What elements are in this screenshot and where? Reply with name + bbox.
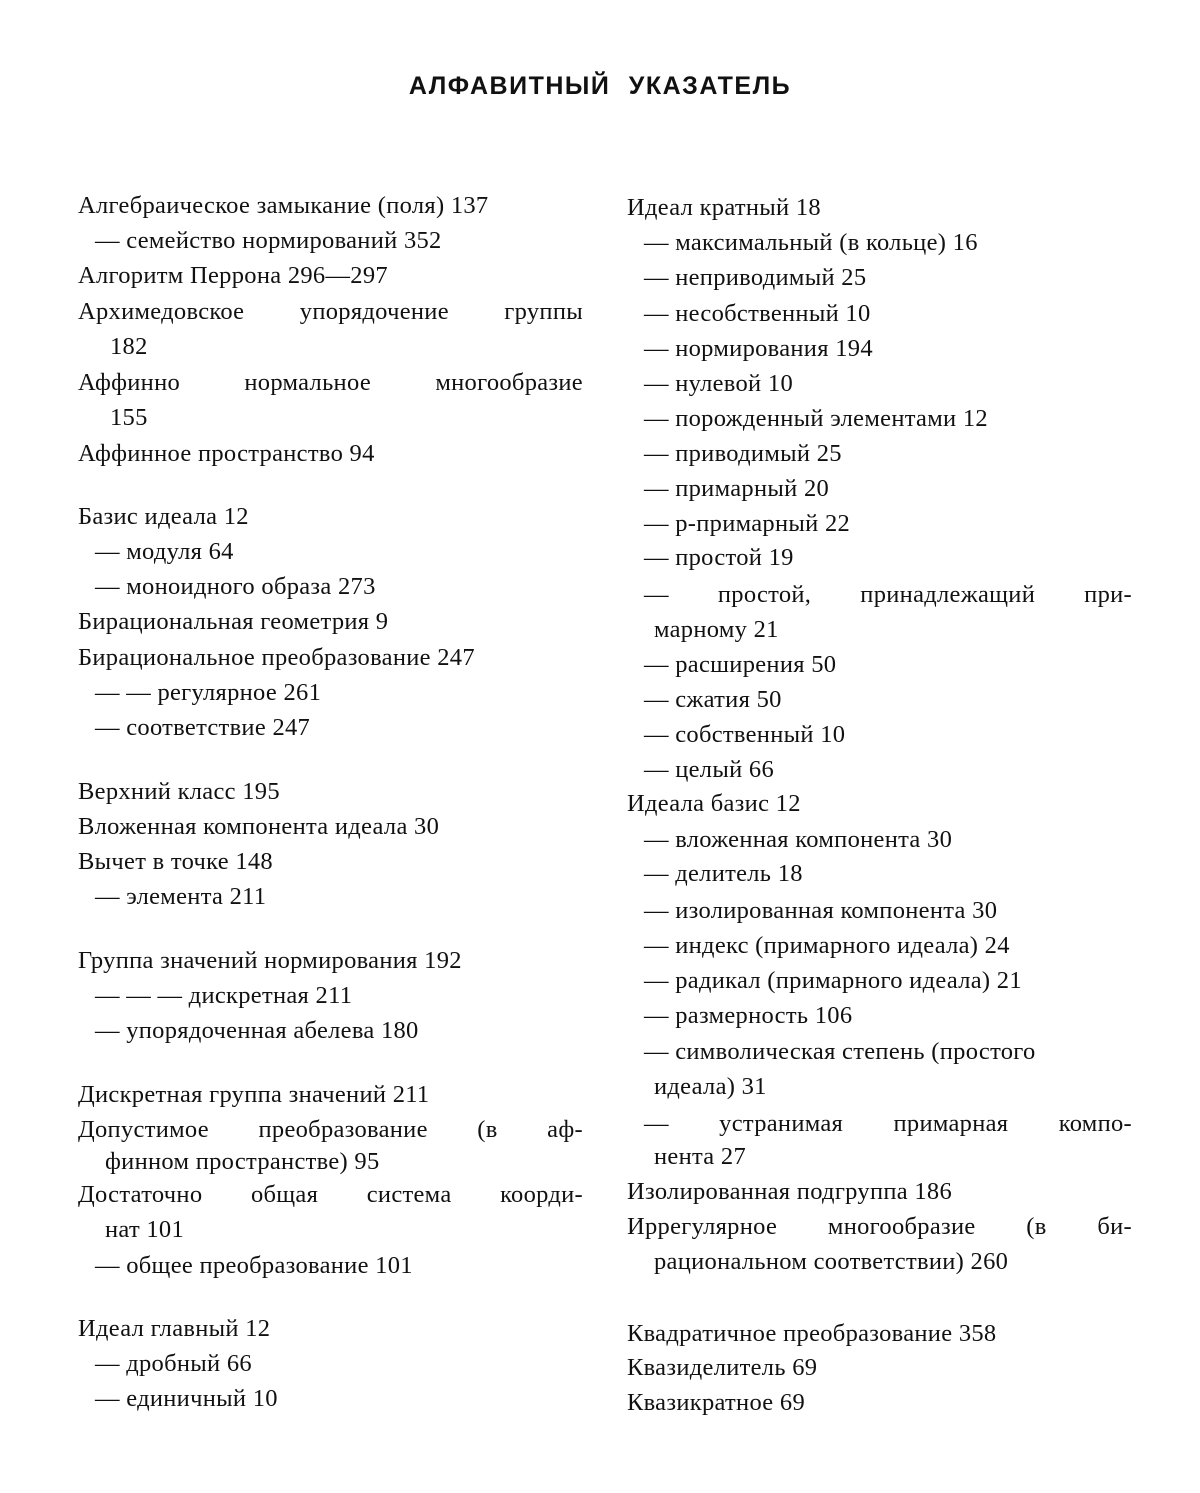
index-subentry: — нулевой 10 bbox=[644, 370, 793, 397]
index-entry: Идеал кратный 18 bbox=[627, 194, 821, 221]
index-entry: Изолированная подгруппа 186 bbox=[627, 1178, 953, 1205]
index-entry: Алгебраическое замыкание (поля) 137 bbox=[78, 192, 489, 219]
index-entry: Идеала базис 12 bbox=[627, 790, 801, 817]
index-entry-continuation: 182 bbox=[110, 333, 148, 360]
index-subentry: — радикал (примарного идеала) 21 bbox=[644, 967, 1022, 994]
index-entry: Дискретная группа значений 211 bbox=[78, 1081, 430, 1108]
index-entry: Архимедовское упорядочение группы bbox=[78, 298, 583, 325]
index-entry: Квадратичное преобразование 358 bbox=[627, 1320, 997, 1347]
index-entry-continuation: идеала) 31 bbox=[654, 1073, 767, 1100]
index-subentry: — изолированная компонента 30 bbox=[644, 897, 998, 924]
index-subentry: — простой, принадлежащий при- bbox=[644, 581, 1132, 608]
index-entry: Аффинное пространство 94 bbox=[78, 440, 375, 467]
index-subentry: — приводимый 25 bbox=[644, 440, 842, 467]
index-subentry: — примарный 20 bbox=[644, 475, 830, 502]
index-subentry: — порожденный элементами 12 bbox=[644, 405, 988, 432]
index-subentry: — несобственный 10 bbox=[644, 300, 871, 327]
index-subentry: — целый 66 bbox=[644, 756, 775, 783]
index-entry: Вложенная компонента идеала 30 bbox=[78, 813, 440, 840]
index-subentry: — делитель 18 bbox=[644, 860, 803, 887]
index-subentry: — нормирования 194 bbox=[644, 335, 873, 362]
index-entry: Допустимое преобразование (в аф- bbox=[78, 1116, 583, 1143]
index-subentry: — упорядоченная абелева 180 bbox=[95, 1017, 419, 1044]
index-entry: Верхний класс 195 bbox=[78, 778, 280, 805]
index-subentry: — общее преобразование 101 bbox=[95, 1252, 413, 1279]
index-entry: Базис идеала 12 bbox=[78, 503, 249, 530]
index-subentry: — размерность 106 bbox=[644, 1002, 853, 1029]
index-entry: Вычет в точке 148 bbox=[78, 848, 273, 875]
index-entry-continuation: нента 27 bbox=[654, 1143, 747, 1170]
index-subentry: — расширения 50 bbox=[644, 651, 837, 678]
index-subentry: — максимальный (в кольце) 16 bbox=[644, 229, 978, 256]
index-subentry: — индекс (примарного идеала) 24 bbox=[644, 932, 1010, 959]
index-subentry: — устранимая примарная компо- bbox=[644, 1110, 1132, 1137]
index-subentry: — дробный 66 bbox=[95, 1350, 252, 1377]
index-subentry: — — — дискретная 211 bbox=[95, 982, 353, 1009]
index-subentry: — р-примарный 22 bbox=[644, 510, 851, 537]
index-subentry: — символическая степень (простого bbox=[644, 1038, 1036, 1065]
index-subentry: — простой 19 bbox=[644, 544, 794, 571]
index-entry: Идеал главный 12 bbox=[78, 1315, 271, 1342]
index-subentry: — сжатия 50 bbox=[644, 686, 782, 713]
index-entry-continuation: рациональном соответствии) 260 bbox=[654, 1248, 1009, 1275]
index-entry: Группа значений нормирования 192 bbox=[78, 947, 462, 974]
index-entry: Достаточно общая система коорди- bbox=[78, 1181, 583, 1208]
index-entry-continuation: нат 101 bbox=[105, 1216, 185, 1243]
index-subentry: — модуля 64 bbox=[95, 538, 234, 565]
index-entry: Алгоритм Перрона 296—297 bbox=[78, 262, 388, 289]
index-subentry: — элемента 211 bbox=[95, 883, 267, 910]
index-entry: Квазикратное 69 bbox=[627, 1389, 806, 1416]
index-entry: Аффинно нормальное многообразие bbox=[78, 369, 583, 396]
index-subentry: — моноидного образа 273 bbox=[95, 573, 376, 600]
index-entry-continuation: финном пространстве) 95 bbox=[105, 1148, 380, 1175]
index-subentry: — вложенная компонента 30 bbox=[644, 826, 953, 853]
index-entry: Бирациональная геометрия 9 bbox=[78, 608, 389, 635]
index-subentry: — единичный 10 bbox=[95, 1385, 278, 1412]
index-entry: Квазиделитель 69 bbox=[627, 1354, 818, 1381]
index-entry-continuation: 155 bbox=[110, 404, 148, 431]
index-entry: Бирациональное преобразование 247 bbox=[78, 644, 475, 671]
index-subentry: — семейство нормирований 352 bbox=[95, 227, 442, 254]
index-subentry: — соответствие 247 bbox=[95, 714, 311, 741]
index-subentry: — собственный 10 bbox=[644, 721, 846, 748]
index-entry: Иррегулярное многообразие (в би- bbox=[627, 1213, 1132, 1240]
index-entry-continuation: марному 21 bbox=[654, 616, 779, 643]
index-subentry: — неприводимый 25 bbox=[644, 264, 867, 291]
index-subentry: — — регулярное 261 bbox=[95, 679, 322, 706]
page-title: АЛФАВИТНЫЙ УКАЗАТЕЛЬ bbox=[408, 72, 792, 100]
